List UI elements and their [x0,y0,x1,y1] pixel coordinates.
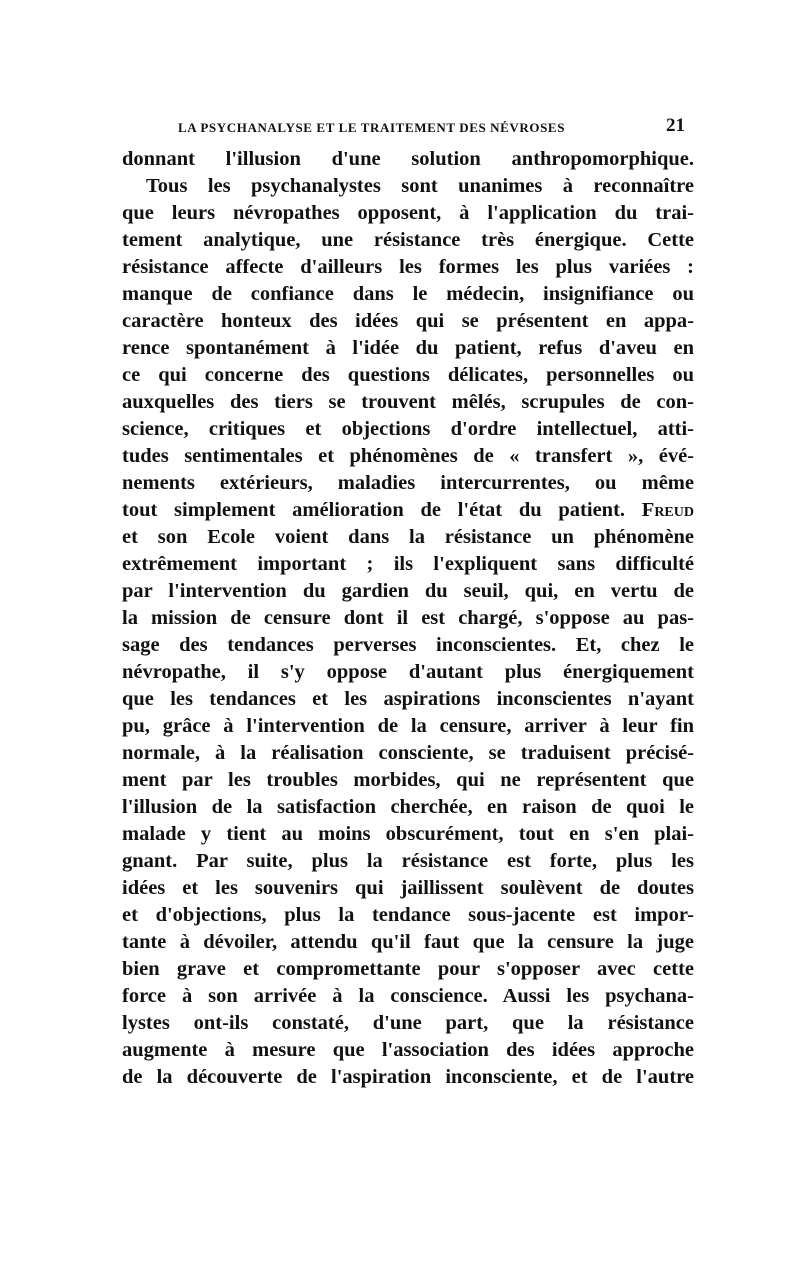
text-line: augmente à mesure que l'association des idées approche [122,1039,694,1061]
text-line: donnant l'illusion d'une solution anthropomorphique. [122,148,694,170]
text-line: rence spontanément à l'idée du patient, refus d'aveu en [122,337,694,359]
text-line: tudes sentimentales et phénomènes de « transfert », évé- [122,445,694,467]
body-text [122,146,694,1091]
text-line: auxquelles des tiers se trouvent mêlés, scrupules de con- [122,391,694,413]
text-line: extrêmement important ; ils l'expliquent sans difficulté [122,553,694,575]
text-line: la mission de censure dont il est chargé, s'oppose au pas- [122,607,694,629]
running-title: LA PSYCHANALYSE ET LE TRAITEMENT DES NÉVROSES [178,120,566,135]
text-line: et son Ecole voient dans la résistance un phénomène [122,526,694,548]
text-line: gnant. Par suite, plus la résistance est forte, plus les [122,850,694,872]
text-line: malade y tient au moins obscurément, tout en s'en plai- [122,823,694,845]
text-line: normale, à la réalisation consciente, se traduisent précisé- [122,742,694,764]
text-line: que leurs névropathes opposent, à l'application du trai- [122,202,694,224]
text-line: tement analytique, une résistance très énergique. Cette [122,229,694,251]
text-line: sage des tendances perverses inconscientes. Et, chez le [122,634,694,656]
text-line: nements extérieurs, maladies intercurrentes, ou même [122,472,694,494]
text-line: bien grave et compromettante pour s'opposer avec cette [122,958,694,980]
text-line-with-name [122,497,694,524]
text-line: que les tendances et les aspirations inconscientes n'ayant [122,688,694,710]
text-line-start: tout simplement amélioration de l'état du patient. [122,499,626,521]
text-line: ce qui concerne des questions délicates, personnelles ou [122,364,694,386]
text-line: manque de confiance dans le médecin, insignifiance ou [122,283,694,305]
text-line: l'illusion de la satisfaction cherchée, en raison de quoi le [122,796,694,818]
text-line: science, critiques et objections d'ordre intellectuel, atti- [122,418,694,440]
text-line: pu, grâce à l'intervention de la censure, arriver à leur fin [122,715,694,737]
text-line: idées et les souvenirs qui jaillissent soulèvent de doutes [122,877,694,899]
text-line: résistance affecte d'ailleurs les formes les plus variées : [122,256,694,278]
text-line: caractère honteux des idées qui se présentent en appa- [122,310,694,332]
text-line: et d'objections, plus la tendance sous-jacente est impor- [122,904,694,926]
text-line: de la découverte de l'aspiration inconsciente, et de l'autre [122,1066,694,1088]
text-line: ment par les troubles morbides, qui ne représentent que [122,769,694,791]
text-line: névropathe, il s'y oppose d'autant plus énergiquement [122,661,694,683]
text-line: tante à dévoiler, attendu qu'il faut que la censure la juge [122,931,694,953]
text-line: par l'intervention du gardien du seuil, qui, en vertu de [122,580,694,602]
text-line: lystes ont-ils constaté, d'une part, que la résistance [122,1012,694,1034]
text-line: force à son arrivée à la conscience. Aussi les psychana- [122,985,694,1007]
author-name-freud: Freud [641,499,694,521]
text-line: Tous les psychanalystes sont unanimes à reconnaître [146,175,694,197]
page-number: 21 [666,115,685,136]
